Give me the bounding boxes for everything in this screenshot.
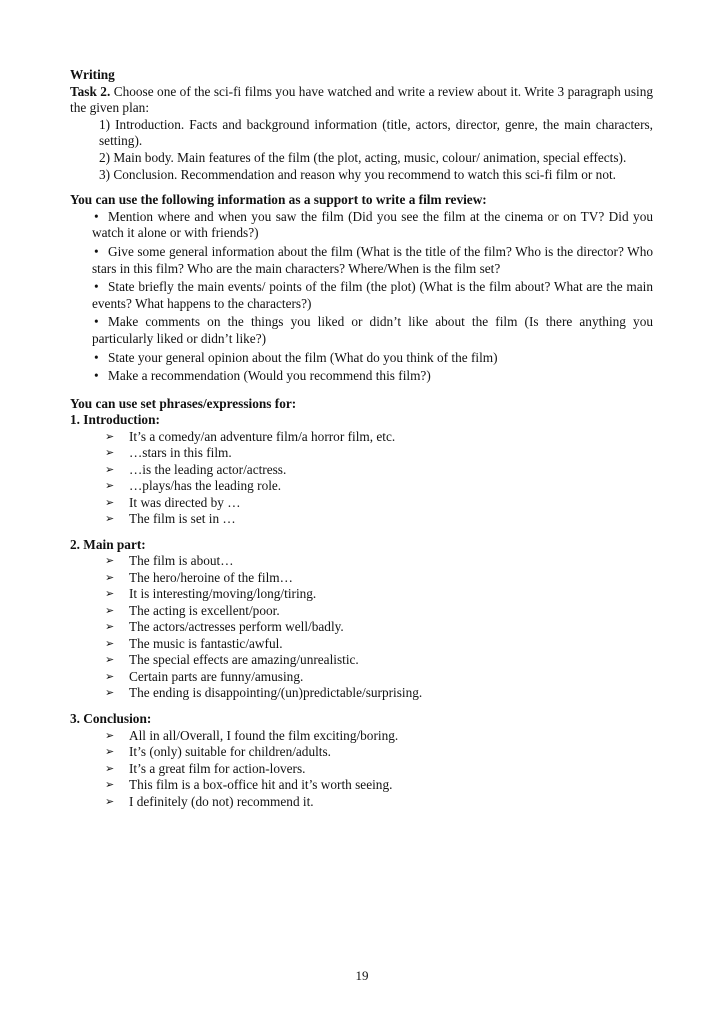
phrases-heading: You can use set phrases/expressions for: [70, 395, 297, 411]
arrowhead-bullet-icon: ➢ [105, 745, 115, 759]
conclusion-list [70, 728, 653, 811]
arrowhead-bullet-icon: ➢ [105, 603, 115, 617]
arrowhead-bullet-icon: ➢ [105, 686, 115, 700]
task-label: Task 2. [70, 83, 111, 99]
arrowhead-bullet-icon: ➢ [105, 446, 115, 460]
phrase-item: ➢ The film is set in … [105, 511, 236, 527]
plan-item: 2) Main body. Main features of the film (the plot, acting, music, colour/ animation, special effects). [99, 149, 627, 165]
arrowhead-bullet-icon: ➢ [105, 636, 115, 650]
support-bullet: • Make comments on the things you liked or didn’t like about the film (Is there anything you particularly liked or didn’t like?) [92, 314, 653, 347]
phrase-item: ➢ The hero/heroine of the film… [105, 569, 293, 585]
arrowhead-bullet-icon: ➢ [105, 794, 115, 808]
phrase-item: ➢ Certain parts are funny/amusing. [105, 668, 304, 684]
phrase-item: ➢ It’s a comedy/an adventure film/a horror film, etc. [105, 428, 396, 444]
phrase-item: ➢ It is interesting/moving/long/tiring. [105, 586, 317, 602]
task-paragraph [70, 84, 653, 117]
page-number: 19 [355, 968, 369, 983]
arrowhead-bullet-icon: ➢ [105, 728, 115, 742]
phrase-item: ➢ It’s (only) suitable for children/adults. [105, 744, 331, 760]
phrase-item: ➢ The music is fantastic/awful. [105, 635, 283, 651]
plan-list [70, 117, 653, 183]
support-bullet: • State your general opinion about the film (What do you think of the film) [92, 350, 653, 367]
phrase-item: ➢ It was directed by … [105, 494, 241, 510]
writing-heading: Writing [70, 67, 115, 82]
arrowhead-bullet-icon: ➢ [105, 554, 115, 568]
phrase-item: ➢ The film is about… [105, 553, 234, 569]
phrase-item: ➢ The ending is disappointing/(un)predictable/surprising. [105, 685, 423, 701]
support-bullet: • Give some general information about the film (What is the title of the film? Who is the director? Who stars in this film? Who are the main characters? Where/When is the film set? [92, 244, 653, 277]
arrowhead-bullet-icon: ➢ [105, 570, 115, 584]
arrowhead-bullet-icon: ➢ [105, 669, 115, 683]
main-part-title: 2. Main part: [70, 536, 146, 552]
plan-item: 3) Conclusion. Recommendation and reason why you recommend to watch this sci-fi film or not. [99, 166, 616, 182]
phrase-item: ➢ …stars in this film. [105, 445, 232, 461]
task-text: Choose one of the sci-fi films you have watched and write a review about it. Write 3 paragraph using the given plan: [70, 83, 653, 116]
arrowhead-bullet-icon: ➢ [105, 587, 115, 601]
arrowhead-bullet-icon: ➢ [105, 778, 115, 792]
phrase-item: ➢ The actors/actresses perform well/badly. [105, 619, 344, 635]
arrowhead-bullet-icon: ➢ [105, 429, 115, 443]
phrase-item: ➢ This film is a box-office hit and it’s worth seeing. [105, 777, 393, 793]
arrowhead-bullet-icon: ➢ [105, 512, 115, 526]
arrowhead-bullet-icon: ➢ [105, 495, 115, 509]
main-part-list [70, 553, 653, 702]
support-heading: You can use the following information as a support to write a film review: [70, 192, 487, 208]
arrowhead-bullet-icon: ➢ [105, 462, 115, 476]
support-bullet: • Mention where and when you saw the film (Did you see the film at the cinema or on TV? Did you watch it alone or with friends?) [92, 209, 653, 242]
introduction-title: 1. Introduction: [70, 412, 160, 428]
introduction-list [70, 429, 653, 528]
phrase-item: ➢ The acting is excellent/poor. [105, 602, 280, 618]
support-bullet-list [70, 209, 653, 385]
arrowhead-bullet-icon: ➢ [105, 479, 115, 493]
arrowhead-bullet-icon: ➢ [105, 653, 115, 667]
plan-item: 1) Introduction. Facts and background information (title, actors, director, genre, the main characters, setting). [99, 116, 653, 149]
phrase-item: ➢ The special effects are amazing/unrealistic. [105, 652, 359, 668]
arrowhead-bullet-icon: ➢ [105, 761, 115, 775]
support-bullet: • State briefly the main events/ points of the film (the plot) (What is the film about? What are the main events? What happens to the characters?) [92, 279, 653, 312]
conclusion-title: 3. Conclusion: [70, 710, 152, 726]
phrase-item: ➢ …is the leading actor/actress. [105, 461, 287, 477]
phrase-item: ➢ …plays/has the leading role. [105, 478, 282, 494]
phrase-item: ➢ All in all/Overall, I found the film exciting/boring. [105, 727, 399, 743]
phrase-item: ➢ I definitely (do not) recommend it. [105, 793, 314, 809]
document-page [70, 67, 653, 810]
arrowhead-bullet-icon: ➢ [105, 620, 115, 634]
phrase-item: ➢ It’s a great film for action-lovers. [105, 760, 306, 776]
support-bullet: • Make a recommendation (Would you recommend this film?) [92, 368, 653, 385]
